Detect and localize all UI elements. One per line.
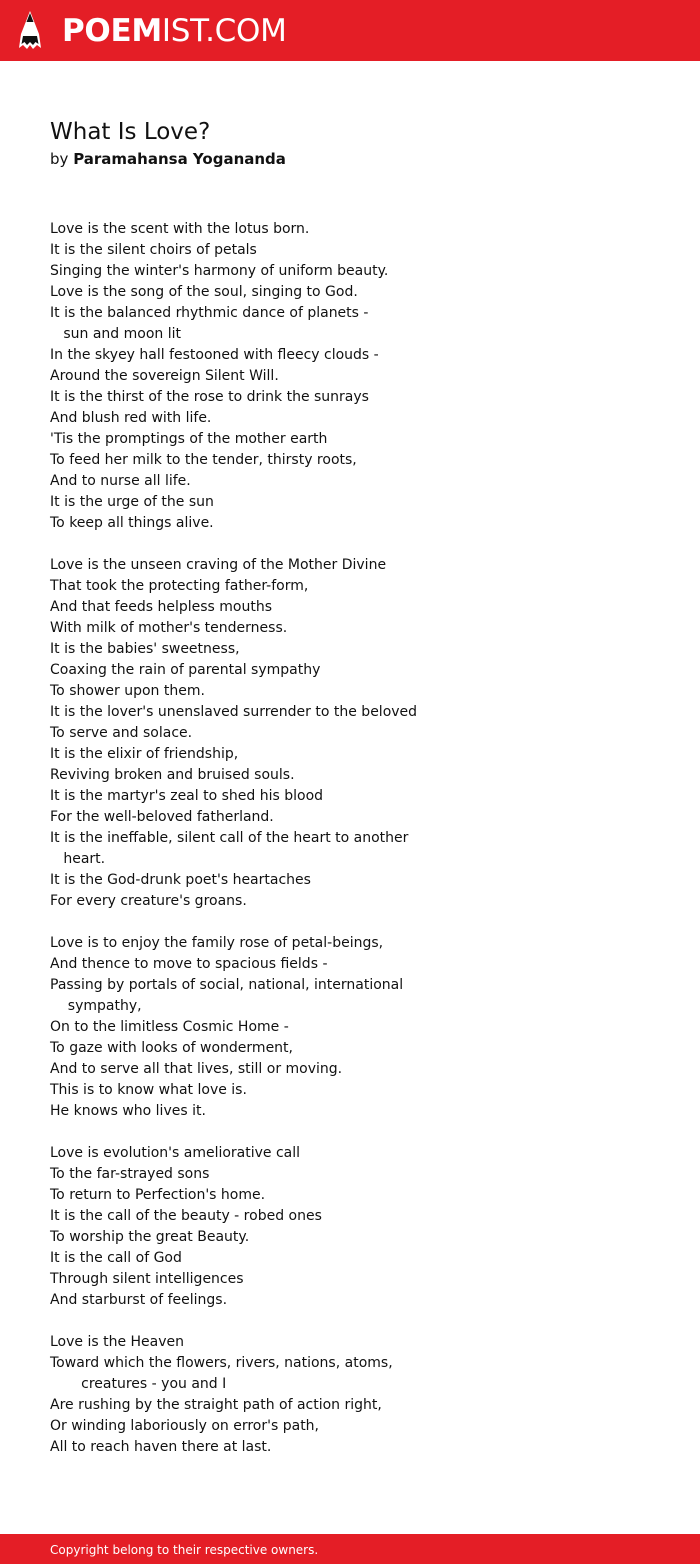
poem-line: It is the God-drunk poet's heartaches: [50, 872, 311, 888]
poem-line: Passing by portals of social, national, international: [50, 977, 404, 993]
poem-line: Love is the unseen craving of the Mother Divine: [50, 557, 387, 573]
poem-line: It is the elixir of friendship,: [50, 746, 239, 762]
poem-line: It is the call of God: [50, 1250, 182, 1266]
poem-line: It is the call of the beauty - robed ones: [50, 1208, 322, 1224]
poem-line: And starburst of feelings.: [50, 1292, 228, 1308]
poem-line: [50, 1122, 650, 1143]
poem-line: sun and moon lit: [50, 326, 181, 342]
poem-line: [50, 1311, 650, 1332]
poem-line: This is to know what love is.: [50, 1082, 247, 1098]
poem-line: And blush red with life.: [50, 410, 212, 426]
poem-line: creatures - you and I: [50, 1376, 227, 1392]
poem-line: Love is evolution's ameliorative call: [50, 1145, 301, 1161]
poem-line: It is the babies' sweetness,: [50, 641, 240, 657]
poem-line: It is the martyr's zeal to shed his blood: [50, 788, 324, 804]
poem-line: For every creature's groans.: [50, 893, 247, 909]
poem-line: Are rushing by the straight path of action right,: [50, 1397, 382, 1413]
poem-line: To return to Perfection's home.: [50, 1187, 266, 1203]
poem-line: It is the thirst of the rose to drink the sunrays: [50, 389, 369, 405]
poem-line: Or winding laboriously on error's path,: [50, 1418, 320, 1434]
poem-line: Through silent intelligences: [50, 1271, 244, 1287]
poem-line: Around the sovereign Silent Will.: [50, 368, 279, 384]
poem-line: On to the limitless Cosmic Home -: [50, 1019, 289, 1035]
poem-line: For the well-beloved fatherland.: [50, 809, 274, 825]
site-footer: [0, 1534, 700, 1564]
poem-line: It is the ineffable, silent call of the heart to another: [50, 830, 409, 846]
poem-line: And that feeds helpless mouths: [50, 599, 272, 615]
poem-line: To gaze with looks of wonderment,: [50, 1040, 293, 1056]
poem-line: [50, 534, 650, 555]
poem-line: heart.: [50, 851, 106, 867]
pencil-logo-icon[interactable]: [17, 10, 43, 52]
poem-line: He knows who lives it.: [50, 1103, 206, 1119]
logo-text-light: IST.COM: [161, 13, 287, 49]
poem-line: 'Tis the promptings of the mother earth: [50, 431, 328, 447]
poem-line: And to nurse all life.: [50, 473, 191, 489]
poem-line: To worship the great Beauty.: [50, 1229, 250, 1245]
poem-body: [50, 219, 650, 1458]
poem-line: To the far-strayed sons: [50, 1166, 210, 1182]
poem-line: Singing the winter's harmony of uniform beauty.: [50, 263, 389, 279]
copyright-text: Copyright belong to their respective owners.: [50, 1543, 319, 1557]
poem-line: Love is the scent with the lotus born.: [50, 221, 310, 237]
poem-line: It is the silent choirs of petals: [50, 242, 257, 258]
poem-line: All to reach haven there at last.: [50, 1439, 272, 1455]
poem-line: To keep all things alive.: [50, 515, 214, 531]
poem-line: [50, 912, 650, 933]
logo-text-bold: POEM: [62, 13, 162, 49]
poem-line: Love is the Heaven: [50, 1334, 185, 1350]
poem-line: And thence to move to spacious fields -: [50, 956, 328, 972]
poem-line: That took the protecting father-form,: [50, 578, 309, 594]
poem-line: Reviving broken and bruised souls.: [50, 767, 295, 783]
poem-line: To serve and solace.: [50, 725, 193, 741]
poem-line: In the skyey hall festooned with fleecy clouds -: [50, 347, 379, 363]
poem-line: Love is to enjoy the family rose of petal-beings,: [50, 935, 384, 951]
poem-title: What Is Love?: [50, 119, 211, 145]
site-header: [0, 0, 700, 61]
poem-line: It is the lover's unenslaved surrender to the beloved: [50, 704, 418, 720]
byline: [50, 148, 286, 170]
author-name: Paramahansa Yogananda: [73, 150, 286, 168]
poem-line: And to serve all that lives, still or moving.: [50, 1061, 343, 1077]
poem-line: With milk of mother's tenderness.: [50, 620, 288, 636]
poem-line: Toward which the flowers, rivers, nations, atoms,: [50, 1355, 393, 1371]
poem-line: It is the urge of the sun: [50, 494, 214, 510]
poem-line: sympathy,: [50, 998, 142, 1014]
poem-line: It is the balanced rhythmic dance of planets -: [50, 305, 369, 321]
site-logo[interactable]: [62, 11, 287, 51]
poem-line: To feed her milk to the tender, thirsty roots,: [50, 452, 357, 468]
poem-line: Love is the song of the soul, singing to God.: [50, 284, 358, 300]
poem-line: To shower upon them.: [50, 683, 205, 699]
poem-line: Coaxing the rain of parental sympathy: [50, 662, 321, 678]
by-label: by: [50, 150, 69, 168]
